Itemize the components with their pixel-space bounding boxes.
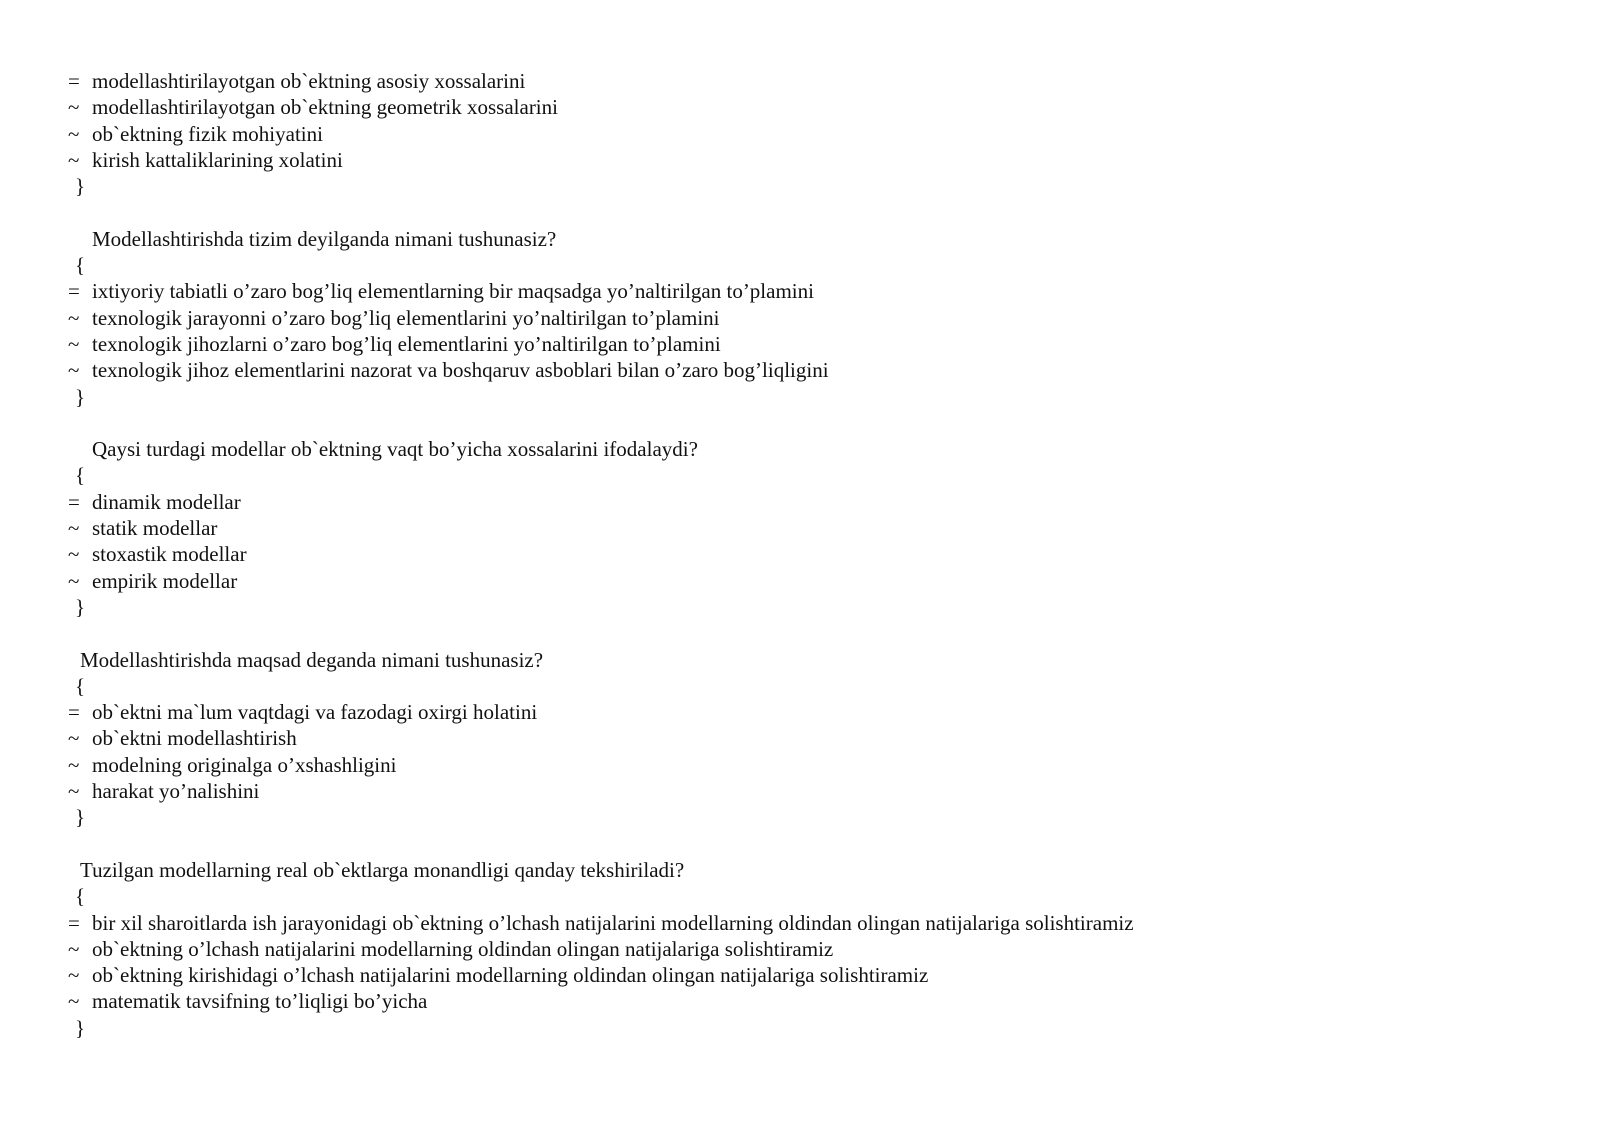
option-text: kirish kattaliklarining xolatini: [92, 147, 343, 172]
option-line: [0, 910, 1600, 936]
wrong-marker: ~: [68, 779, 80, 804]
wrong-marker: ~: [68, 358, 80, 383]
question-line: [0, 436, 1600, 462]
correct-marker: =: [68, 69, 80, 93]
option-line: [0, 121, 1600, 147]
option-text: modellashtirilayotgan ob`ektning geometrik xossalarini: [92, 95, 558, 120]
question-text: Qaysi turdagi modellar ob`ektning vaqt bo’yicha xossalarini ifodalaydi?: [92, 437, 698, 462]
option-text: modellashtirilayotgan ob`ektning asosiy xossalarini: [92, 69, 526, 93]
option-line: [0, 489, 1600, 515]
option-text: modelning originalga o’xshashligini: [92, 752, 397, 777]
option-text: ob`ektning o’lchash natijalarini modellarning oldindan olingan natijalariga solishtiramiz: [92, 936, 834, 961]
close-brace: }: [75, 594, 86, 619]
wrong-marker: ~: [68, 963, 80, 988]
question-block: [0, 436, 1600, 620]
brace-line: [0, 594, 1600, 620]
close-brace: }: [75, 1015, 86, 1040]
option-line: [0, 699, 1600, 725]
option-text: texnologik jihoz elementlarini nazorat va boshqaruv asboblari bilan o’zaro bog’liqligini: [92, 358, 829, 383]
brace-line: [0, 1015, 1600, 1041]
wrong-marker: ~: [68, 95, 80, 120]
option-line: [0, 357, 1600, 383]
question-line: [0, 226, 1600, 252]
correct-marker: =: [68, 489, 80, 514]
option-text: ob`ektni ma`lum vaqtdagi va fazodagi oxirgi holatini: [92, 700, 538, 725]
brace-line: [0, 804, 1600, 830]
wrong-marker: ~: [68, 936, 80, 961]
wrong-marker: ~: [68, 147, 80, 172]
option-text: bir xil sharoitlarda ish jarayonidagi ob`ektning o’lchash natijalarini modellarning oldindan olingan natijalariga solishtiramiz: [92, 910, 1134, 935]
open-brace: {: [75, 253, 86, 278]
option-line: [0, 778, 1600, 804]
option-line: [0, 331, 1600, 357]
brace-line: [0, 673, 1600, 699]
option-line: [0, 936, 1600, 962]
question-text: Tuzilgan modellarning real ob`ektlarga monandligi qanday tekshiriladi?: [80, 857, 685, 882]
brace-line: [0, 173, 1600, 199]
option-line: [0, 305, 1600, 331]
wrong-marker: ~: [68, 989, 80, 1014]
wrong-marker: ~: [68, 568, 80, 593]
option-text: empirik modellar: [92, 568, 238, 593]
spacer: [0, 199, 1600, 225]
brace-line: [0, 384, 1600, 410]
document-page: [0, 68, 1600, 1041]
option-line: [0, 278, 1600, 304]
option-text: ob`ektning kirishidagi o’lchash natijalarini modellarning oldindan olingan natijalariga solishtiramiz: [92, 963, 929, 988]
spacer: [0, 831, 1600, 857]
option-text: harakat yo’nalishini: [92, 779, 260, 804]
question-line: [0, 857, 1600, 883]
option-text: texnologik jihozlarni o’zaro bog’liq elementlarini yo’naltirilgan to’plamini: [92, 331, 721, 356]
correct-marker: =: [68, 700, 80, 725]
option-line: [0, 725, 1600, 751]
spacer: [0, 620, 1600, 646]
close-brace: }: [75, 805, 86, 830]
spacer: [0, 410, 1600, 436]
question-text: Modellashtirishda maqsad deganda nimani tushunasiz?: [80, 647, 544, 672]
question-block: [0, 647, 1600, 831]
correct-marker: =: [68, 279, 80, 304]
question-text: Modellashtirishda tizim deyilganda nimani tushunasiz?: [92, 226, 557, 251]
option-text: matematik tavsifning to’liqligi bo’yicha: [92, 989, 428, 1014]
wrong-marker: ~: [68, 305, 80, 330]
wrong-marker: ~: [68, 726, 80, 751]
correct-marker: =: [68, 910, 80, 935]
option-text: ixtiyoriy tabiatli o’zaro bog’liq elementlarning bir maqsadga yo’naltirilgan to’plamini: [92, 279, 814, 304]
wrong-marker: ~: [68, 542, 80, 567]
wrong-marker: ~: [68, 516, 80, 541]
option-line: [0, 147, 1600, 173]
option-text: texnologik jarayonni o’zaro bog’liq elementlarini yo’naltirilgan to’plamini: [92, 305, 720, 330]
close-brace: }: [75, 174, 86, 199]
option-line: [0, 962, 1600, 988]
brace-line: [0, 883, 1600, 909]
close-brace: }: [75, 384, 86, 409]
question-line: [0, 647, 1600, 673]
question-block: [0, 857, 1600, 1041]
option-text: ob`ektni modellashtirish: [92, 726, 297, 751]
open-brace: {: [75, 673, 86, 698]
option-line: [0, 568, 1600, 594]
wrong-marker: ~: [68, 121, 80, 146]
brace-line: [0, 462, 1600, 488]
question-block: [0, 226, 1600, 410]
brace-line: [0, 252, 1600, 278]
option-line: [0, 541, 1600, 567]
option-line: [0, 752, 1600, 778]
option-text: dinamik modellar: [92, 489, 241, 514]
question-block: [0, 68, 1600, 199]
option-line: [0, 94, 1600, 120]
option-text: ob`ektning fizik mohiyatini: [92, 121, 323, 146]
open-brace: {: [75, 884, 86, 909]
option-line: [0, 515, 1600, 541]
wrong-marker: ~: [68, 331, 80, 356]
option-line: [0, 68, 1600, 94]
option-text: stoxastik modellar: [92, 542, 247, 567]
wrong-marker: ~: [68, 752, 80, 777]
option-text: statik modellar: [92, 516, 218, 541]
open-brace: {: [75, 463, 86, 488]
option-line: [0, 988, 1600, 1014]
